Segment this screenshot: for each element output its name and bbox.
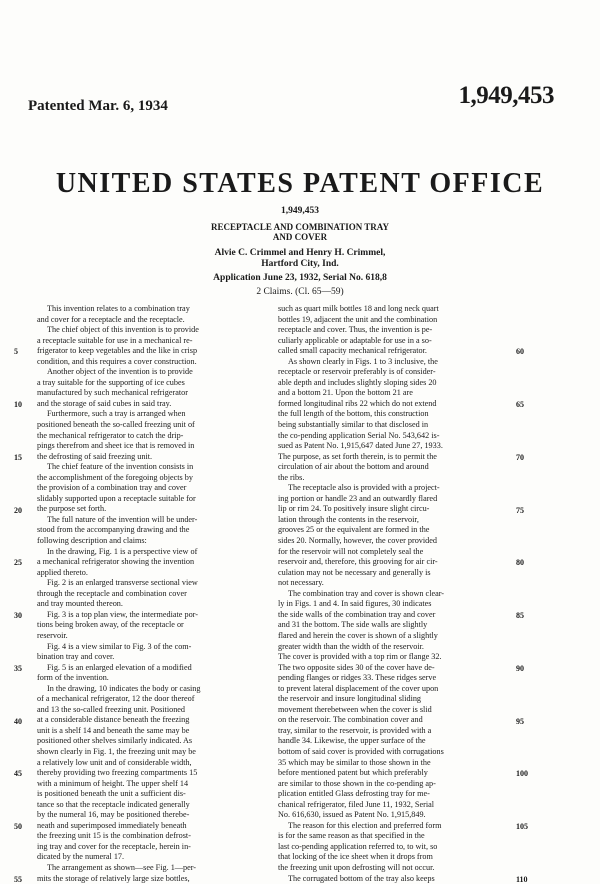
text-line: and 13 the so-called freezing unit. Positioned	[37, 704, 186, 714]
text-line: reservoir.	[37, 630, 68, 640]
text-line: condition, and this requires a cover construction.	[37, 356, 197, 366]
text-line: positioned beneath the so-called freezing unit of	[37, 420, 195, 430]
text-line: In the drawing, Fig. 1 is a perspective view of	[47, 546, 198, 556]
text-line: the purpose set forth.	[37, 504, 107, 514]
line-number-right: 105	[516, 822, 528, 832]
text-line: movement therebetween when the cover is slid	[278, 704, 432, 714]
text-line: The cover is provided with a top rim or flange 32.	[278, 652, 442, 662]
text-line: positioned other shelves similarly indicated. As	[37, 736, 193, 746]
text-line: Fig. 2 is an enlarged transverse sectional view	[47, 578, 198, 588]
text-line: circulation of air about the bottom and around	[278, 462, 429, 472]
text-line: by the numeral 16, may be positioned therebe-	[37, 810, 190, 820]
text-line: through the receptacle and combination cover	[37, 588, 187, 598]
text-line: reservoir and, therefore, this grooving for air cir-	[278, 557, 438, 567]
text-line: the side walls of the combination tray and cover	[278, 609, 436, 619]
line-number-right: 85	[516, 611, 524, 621]
line-number-right: 80	[516, 558, 524, 568]
text-line: to prevent lateral displacement of the cover upon	[278, 683, 439, 693]
text-line: at a considerable distance beneath the freezing	[37, 715, 190, 725]
line-number-right: 110	[516, 874, 528, 884]
text-line: Fig. 4 is a view similar to Fig. 3 of the com-	[47, 641, 192, 651]
text-line: This invention relates to a combination tray	[47, 304, 190, 313]
text-line: pings therefrom and sheet ice that is removed in	[37, 441, 195, 451]
text-line: with a minimum of height. The upper shelf 14	[37, 778, 189, 788]
text-line: manufactured by such mechanical refrigerator	[37, 388, 188, 398]
text-line: before mentioned patent but which preferably	[278, 768, 428, 778]
text-line: for the reservoir will not completely seal the	[278, 546, 424, 556]
text-line: bottom of said cover is provided with corrugations	[278, 746, 444, 756]
text-line: tray, similar to the reservoir, is provided with a	[278, 725, 432, 735]
text-line: and the storage of said cubes in said tray.	[37, 398, 172, 408]
text-line: formed longitudinal ribs 22 which do not extend	[278, 398, 437, 408]
text-line: lip or rim 24. To positively insure slight circu-	[278, 504, 430, 514]
text-line: a relatively low unit and of considerable width,	[37, 757, 192, 767]
text-line: The purpose, as set forth therein, is to permit the	[278, 451, 437, 461]
text-line: In the drawing, 10 indicates the body or casing	[47, 683, 201, 693]
text-line: of a mechanical refrigerator, 12 the door thereof	[37, 694, 195, 704]
inventors: Alvie C. Crimmel and Henry H. Crimmel,	[214, 248, 386, 258]
text-line: No. 616,630, issued as Patent No. 1,915,849.	[278, 810, 426, 820]
text-line: handle 34. Likewise, the upper surface of the	[278, 736, 426, 746]
line-number-right: 60	[516, 347, 524, 357]
left-column	[37, 304, 270, 884]
office-heading: UNITED STATES PATENT OFFICE	[55, 168, 545, 199]
text-line: and tray mounted thereon.	[37, 599, 123, 609]
text-line: sued as Patent No. 1,915,647 dated June 27, 1933.	[278, 441, 443, 451]
text-line: the reservoir and insure longitudinal sliding	[278, 694, 422, 704]
text-line: applied thereto.	[37, 567, 88, 577]
text-line: As shown clearly in Figs. 1 to 3 inclusive, the	[288, 356, 438, 366]
text-line: following description and claims:	[37, 536, 147, 546]
text-line: pending flanges or ridges 33. These ridges serve	[278, 673, 437, 683]
text-line: The receptacle also is provided with a project-	[288, 483, 440, 493]
line-number-left: 30	[14, 611, 22, 621]
text-line: the provision of a combination tray and cover	[37, 483, 187, 493]
text-line: Another object of the invention is to provide	[47, 367, 193, 377]
patent-number-small: 1,949,453	[281, 206, 319, 216]
line-number-right: 70	[516, 452, 524, 462]
text-line: slidably supported upon a receptacle suitable for	[37, 493, 196, 503]
patent-title-line1: RECEPTACLE AND COMBINATION TRAY	[211, 222, 389, 232]
text-line: the ribs.	[278, 472, 305, 482]
text-line: bottles 19, adjacent the unit and the combination	[278, 314, 438, 324]
text-line: Fig. 3 is a top plan view, the intermediate por-	[47, 609, 198, 619]
line-number-left: 45	[14, 769, 22, 779]
line-number-left: 40	[14, 716, 22, 726]
text-line: sides 20. Normally, however, the cover provided	[278, 536, 437, 546]
text-line: form of the invention.	[37, 673, 109, 683]
application-info: Application June 23, 1932, Serial No. 618,8	[213, 273, 387, 283]
line-number-right: 95	[516, 716, 524, 726]
text-line: a receptacle suitable for use in a mechanical re-	[37, 335, 193, 345]
text-line: last co-pending application referred to, to wit, so	[278, 841, 438, 851]
line-number-left: 55	[14, 874, 22, 884]
text-line: a tray suitable for the supporting of ice cubes	[37, 377, 185, 387]
text-line: called small capacity mechanical refrigerator.	[278, 346, 427, 356]
text-line: ing portion or handle 23 and an outwardly flared	[278, 493, 438, 503]
text-line: chanical refrigerator, filed June 11, 1932, Serial	[278, 799, 435, 809]
text-line: shown clearly in Fig. 1, the freezing unit may be	[37, 746, 196, 756]
text-line: able depth and includes slightly sloping sides 20	[278, 377, 437, 387]
text-line: 35 which may be similar to those shown in the	[278, 757, 431, 767]
text-line: culiarly applicable or adaptable for use in a so-	[278, 335, 432, 345]
text-line: the freezing unit upon defrosting will not occur.	[278, 862, 435, 872]
text-line: The two opposite sides 30 of the cover have de-	[278, 662, 435, 672]
patent-title-line2: AND COVER	[272, 232, 328, 242]
text-line: ing tray and cover for the receptacle, herein in-	[37, 841, 191, 851]
text-line: the defrosting of said freezing unit.	[37, 451, 153, 461]
text-line: and 31 the bottom. The side walls are slightly	[278, 620, 428, 630]
line-number-right: 100	[516, 769, 528, 779]
text-line: neath and superimposed immediately beneath	[37, 820, 187, 830]
line-number-left: 35	[14, 663, 22, 673]
text-line: the freezing unit 15 is the combination defrost-	[37, 831, 191, 841]
text-line: lation through the contents in the reservoir,	[278, 514, 419, 524]
line-number-left: 15	[14, 452, 22, 462]
text-line: frigerator to keep vegetables and the like in crisp	[37, 346, 198, 356]
text-line: The full nature of the invention will be under-	[47, 514, 198, 524]
right-column	[278, 304, 512, 884]
text-line: ly in Figs. 1 and 4. In said figures, 30 indicates	[278, 599, 432, 609]
text-line: mits the storage of relatively large size bottles,	[37, 873, 190, 883]
text-line: and cover for a receptacle and the receptacle.	[37, 314, 185, 324]
text-line: the mechanical refrigerator to catch the drip-	[37, 430, 184, 440]
claims-info: 2 Claims. (Cl. 65—59)	[256, 287, 344, 297]
line-number-right: 90	[516, 663, 524, 673]
text-line: on the reservoir. The combination cover and	[278, 715, 423, 725]
text-line: not necessary.	[278, 578, 324, 588]
inventors-location: Hartford City, Ind.	[261, 259, 339, 269]
text-line: is positioned beneath the unit a sufficient dis-	[37, 789, 186, 799]
text-line: the accomplishment of the foregoing objects by	[37, 472, 193, 482]
text-line: a mechanical refrigerator showing the invention	[37, 557, 195, 567]
text-line: The corrugated bottom of the tray also keeps	[288, 873, 435, 883]
line-number-right: 75	[516, 505, 524, 515]
text-line: are similar to those shown in the co-pending ap-	[278, 778, 436, 788]
text-line: culation may not be necessary and generally is	[278, 567, 431, 577]
text-line: dicated by the numeral 17.	[37, 852, 125, 862]
patent-number: 1,949,453	[458, 82, 554, 109]
line-number-right: 65	[516, 400, 524, 410]
patent-date: Patented Mar. 6, 1934	[28, 98, 168, 114]
line-number-left: 10	[14, 400, 22, 410]
text-line: tions being broken away, of the receptacle or	[37, 620, 184, 630]
line-number-left: 20	[14, 505, 22, 515]
text-line: The chief feature of the invention consists in	[47, 462, 194, 472]
text-line: tance so that the receptacle indicated generally	[37, 799, 190, 809]
line-number-left: 25	[14, 558, 22, 568]
text-line: stood from the accompanying drawing and the	[37, 525, 190, 535]
text-line: flared and herein the cover is shown of a slightly	[278, 630, 438, 640]
line-number-left: 50	[14, 822, 22, 832]
text-line: The combination tray and cover is shown clear-	[288, 588, 445, 598]
line-number-left: 5	[14, 347, 18, 357]
text-line: is for the same reason as that specified in the	[278, 831, 425, 841]
text-line: thereby providing two freezing compartments 15	[37, 768, 198, 778]
text-line: plication entitled Glass defrosting tray for me-	[278, 789, 430, 799]
text-line: bination tray and cover.	[37, 652, 115, 662]
text-line: The arrangement as shown—see Fig. 1—per-	[47, 862, 196, 872]
text-line: The chief object of this invention is to provide	[47, 325, 199, 335]
text-line: that locking of the ice sheet when it drops from	[278, 852, 433, 862]
text-line: The reason for this election and preferred form	[288, 820, 442, 830]
text-line: Fig. 5 is an enlarged elevation of a modified	[47, 662, 192, 672]
text-line: grooves 25 or the equivalent are formed in the	[278, 525, 430, 535]
text-line: greater width than the width of the reservoir.	[278, 641, 424, 651]
text-line: the co-pending application Serial No. 543,642 is-	[278, 430, 440, 440]
text-line: receptacle and cover. Thus, the invention is pe-	[278, 325, 433, 335]
text-line: unit is a shelf 14 and beneath the same may be	[37, 725, 190, 735]
text-line: and a bottom 21. Upon the bottom 21 are	[278, 388, 413, 398]
text-line: such as quart milk bottles 18 and long neck quart	[278, 304, 439, 313]
text-line: being substantially similar to that disclosed in	[278, 420, 429, 430]
text-line: receptacle or reservoir preferably is of consider-	[278, 367, 436, 377]
text-line: the full length of the bottom, this construction	[278, 409, 429, 419]
text-line: Furthermore, such a tray is arranged when	[47, 409, 186, 419]
